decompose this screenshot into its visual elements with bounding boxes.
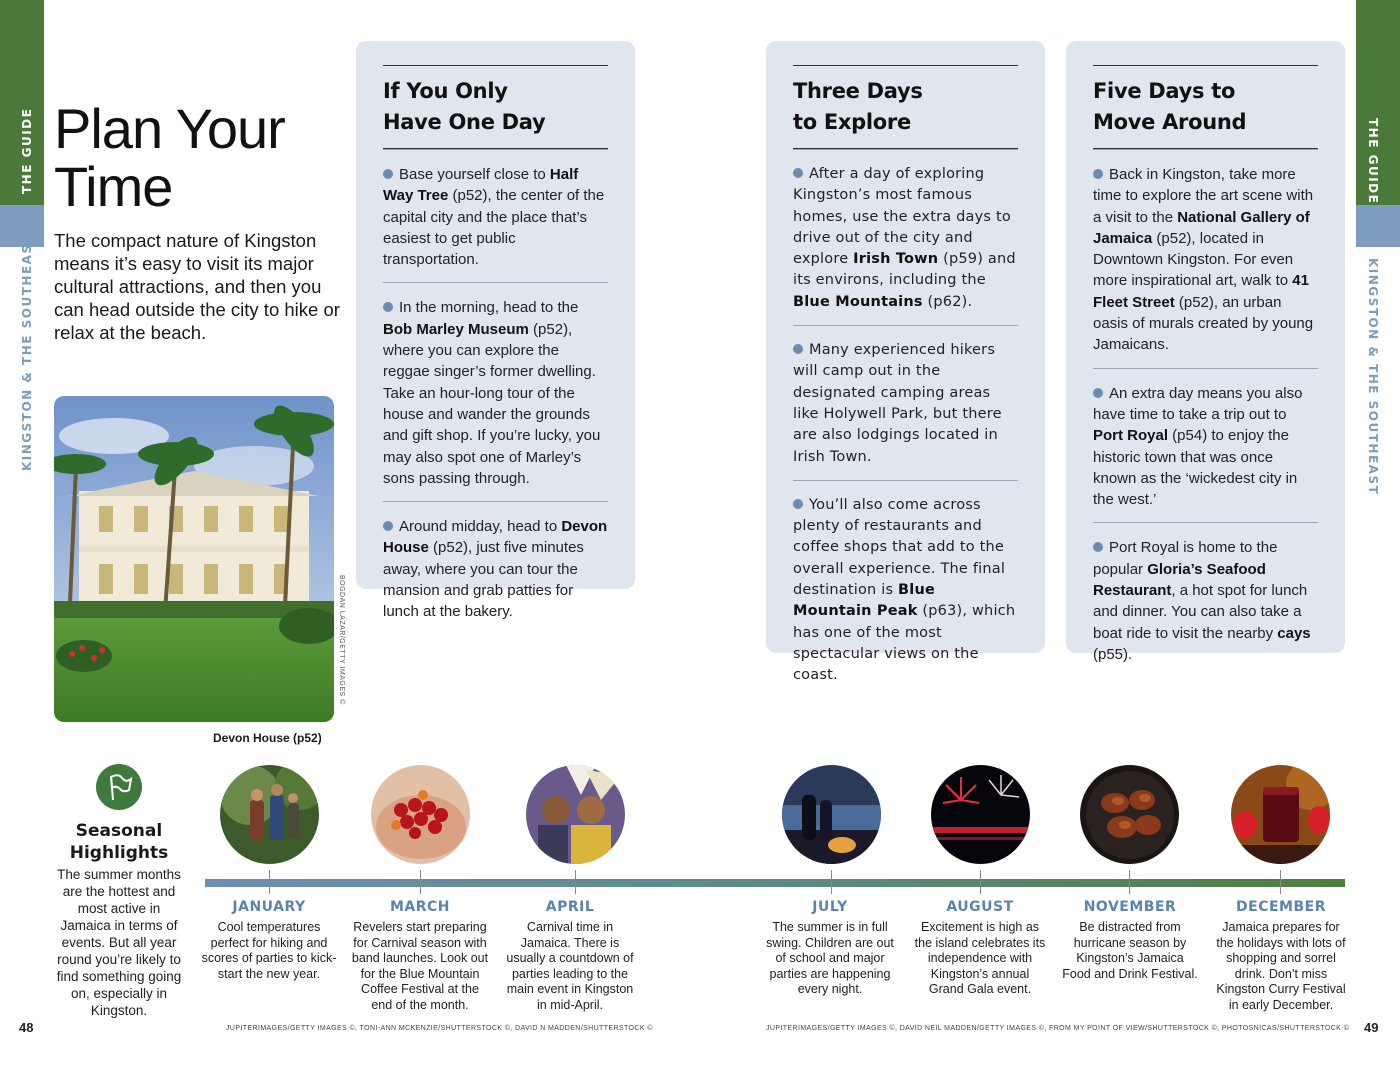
photo-credits-right: JUPITERIMAGES/GETTY IMAGES ©, DAVID NEIL MADDEN/GETTY IMAGES ©, FROM MY POINT OF VIEW/SHUTTERSTOCK ©, PHOTOSNICAS/SHUTTERSTOCK ©	[766, 1025, 1350, 1032]
bullet-icon	[383, 302, 393, 312]
panel-three-days	[766, 41, 1045, 684]
month-label-november: NOVEMBER	[1083, 899, 1177, 915]
month-text-april: Carnival time in Jamaica. There is usually a countdown of parties leading to the main event in Kingston in mid-April.	[506, 920, 634, 1012]
panel-item: After a day of exploring Kingston’s most famous homes, use the extra days to drive out of the city and explore Irish Town (p59) and its environs, including the Blue Mountains (p62).	[793, 149, 1018, 325]
photo-credit: BOGDAN LAZAR/GETTY IMAGES ©	[338, 575, 345, 705]
panel-item: You’ll also come across plenty of restaurants and coffee shops that add to the overall experience. The final destination is Blue Mountain Peak (p63), which has one of the most spectacular views on the coast.	[793, 480, 1018, 699]
flag-icon	[96, 764, 142, 810]
photo-credits-left: JUPITERIMAGES/GETTY IMAGES ©, TONI-ANN MCKENZIE/SHUTTERSTOCK ©, DAVID N MADDEN/SHUTTERSTOCK ©	[226, 1025, 653, 1032]
side-label-guide-right: THE GUIDE	[1366, 118, 1380, 205]
timeline-tick	[269, 870, 270, 894]
panel-item: Port Royal is home to the popular Gloria’s Seafood Restaurant, a hot spot for lunch and dinner. You can also take a boat ride to visit the nearby cays (p55).	[1093, 522, 1318, 677]
bullet-icon	[383, 169, 393, 179]
month-photo-january	[220, 765, 319, 864]
timeline-tick	[831, 870, 832, 894]
panel-item: In the morning, head to the Bob Marley Museum (p52), where you can explore the reggae singer’s former dwelling. Take an hour-long tour of the house and wander the grounds and gift shop. If you’re lucky, you may also spot one of Marley’s sons passing through.	[383, 282, 608, 501]
panel-title: Five Days to Move Around	[1093, 79, 1247, 134]
panel-item: Back in Kingston, take more time to explore the art scene with a visit to the National Gallery of Jamaica (p52), located in Downtown Kingston. For even more inspirational art, walk to 41 Fleet Street (p52), an urban oasis of murals created by young Jamaicans.	[1093, 149, 1318, 368]
timeline-tick	[575, 870, 576, 894]
panel-item: Many experienced hikers will camp out in the designated camping areas like Holywell Park, but there are also lodgings located in Irish Town.	[793, 325, 1018, 480]
month-label-july: JULY	[812, 899, 848, 915]
month-photo-november	[1080, 765, 1179, 864]
month-text-march: Revelers start preparing for Carnival season with band launches. Look out for the Blue Mountain Coffee Festival at the end of the month.	[351, 920, 489, 1012]
panel-item: Around midday, head to Devon House (p52), just five minutes away, where you can tour the mansion and grab patties for lunch at the bakery.	[383, 501, 608, 634]
bullet-icon	[383, 521, 393, 531]
bullet-icon	[1093, 542, 1103, 552]
seasonal-title: Seasonal Highlights	[69, 821, 169, 863]
timeline-tick	[1280, 870, 1281, 894]
month-text-july: The summer is in full swing. Children are out of school and major parties are happening every night.	[766, 920, 894, 996]
bullet-icon	[1093, 169, 1103, 179]
month-label-january: JANUARY	[232, 899, 306, 915]
month-label-april: APRIL	[545, 899, 595, 915]
panel-title: Three Days to Explore	[793, 79, 923, 134]
side-label-section-right: KINGSTON & THE SOUTHEAST	[1366, 258, 1380, 496]
month-label-december: DECEMBER	[1236, 899, 1326, 915]
panel-one-day	[356, 41, 635, 621]
month-text-december: Jamaica prepares for the holidays with lots of shopping and sorrel drink. Don’t miss Kingston Curry Festival in early December.	[1216, 920, 1346, 1012]
month-text-january: Cool temperatures perfect for hiking and scores of parties to kick-start the new year.	[201, 920, 337, 981]
month-photo-march	[371, 765, 470, 864]
intro-text: The compact nature of Kingston means it’s easy to visit its major cultural attractions, and then you can head outside the city to hike or relax at the beach.	[54, 230, 340, 343]
panel-item: Base yourself close to Half Way Tree (p52), the center of the capital city and the place that’s easiest to get public transportation.	[383, 149, 608, 282]
side-tab-blue-right	[1356, 205, 1400, 247]
month-photo-july	[782, 765, 881, 864]
timeline-bar	[205, 879, 1345, 887]
seasonal-text: The summer months are the hottest and most active in Jamaica in terms of events. But all year round you’re likely to find something going on, especially in Kingston.	[56, 867, 182, 1018]
page-title	[54, 97, 285, 218]
month-photo-august	[931, 765, 1030, 864]
month-photo-april	[526, 765, 625, 864]
timeline-tick	[420, 870, 421, 894]
month-text-august: Excitement is high as the island celebrates its independence with Kingston’s annual Grand Gala event.	[914, 920, 1046, 996]
side-label-guide-left: THE GUIDE	[20, 107, 34, 194]
photo-caption: Devon House (p52)	[213, 731, 322, 745]
bullet-icon	[1093, 388, 1103, 398]
month-label-march: MARCH	[389, 899, 451, 915]
bullet-icon	[793, 168, 803, 178]
month-label-august: AUGUST	[946, 899, 1014, 915]
timeline-tick	[1129, 870, 1130, 894]
panel-title: If You Only Have One Day	[383, 79, 546, 134]
month-text-november: Be distracted from hurricane season by Kingston’s Jamaica Food and Drink Festival.	[1062, 920, 1198, 981]
month-photo-december	[1231, 765, 1330, 864]
devon-house-photo	[54, 396, 334, 722]
timeline-tick	[980, 870, 981, 894]
page-number-right: 49	[1364, 1020, 1379, 1035]
side-label-section-left: KINGSTON & THE SOUTHEAST	[20, 233, 34, 471]
panel-five-days	[1066, 41, 1345, 663]
panel-item: An extra day means you also have time to take a trip out to Port Royal (p54) to enjoy the historic town that was once known as the ‘wickedest city in the west.’	[1093, 368, 1318, 523]
bullet-icon	[793, 499, 803, 509]
page-number-left: 48	[19, 1020, 34, 1035]
page-title-line2: Time	[54, 155, 173, 218]
bullet-icon	[793, 344, 803, 354]
page-title-line1: Plan Your	[54, 97, 285, 160]
